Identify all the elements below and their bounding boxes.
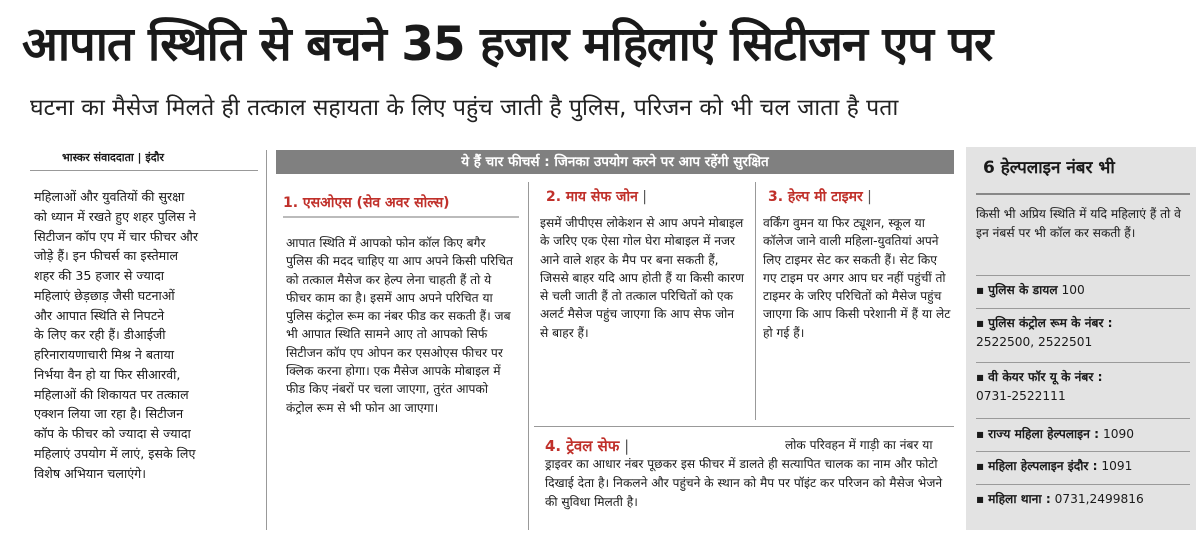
feature-2-title-text: 2. माय सेफ जोन — [546, 189, 638, 205]
helpline-separator — [976, 484, 1190, 485]
helpline-intro: किसी भी अप्रिय स्थिति में यदि महिलाएं हैं तो वे इन नंबर्स पर भी कॉल कर सकती हैं। — [976, 207, 1181, 240]
feature-1-title: 1. एसओएस (सेव अवर सोल्स) — [283, 195, 450, 211]
helpline-number: 100 — [1061, 283, 1085, 297]
byline: भास्कर संवाददाता | इंदौर — [62, 151, 164, 164]
feature-4-title-text: 4. ट्रेवल सेफ — [545, 437, 620, 455]
helpline-separator — [976, 275, 1190, 276]
feature-2-text: इसमें जीपीएस लोकेशन से आप अपने मोबाइल के जरिए एक ऐसा गोल घेरा मोबाइल में नजर आने वाले शहर के मैप पर बना सकती हैं, जिससे बाहर यदि आप होती हैं या किसी कारण से चली जाती हैं तो तत्काल परिचितों को एक अलर्ट मैसेज पहुंच जाएगा कि आप सेफ जोन से बाहर हैं। — [540, 216, 744, 340]
helpline-number: 2522500, 2522501 — [976, 334, 1093, 349]
helpline-item: ▪ महिला हेल्पलाइन इंदौर : 1091 — [976, 459, 1133, 473]
body-line: के लिए कर रही हैं। डीआईजी — [34, 327, 166, 343]
helpline-label: राज्य महिला हेल्पलाइन : — [988, 427, 1100, 441]
feature-4-title — [545, 436, 629, 456]
body-line: जोड़े हैं। इन फीचर्स का इस्तेमाल — [34, 248, 179, 264]
helpline-number: 1090 — [1102, 427, 1134, 441]
body-line: महिलाएं छेड़छाड़ जैसी घटनाओं — [34, 287, 175, 303]
body-line: महिलाओं और युवतियों की सुरक्षा — [34, 189, 185, 204]
body-line: निर्भया वैन हो या फिर सीआरवी, — [34, 366, 181, 382]
body-line: महिलाओं की शिकायत पर तत्काल — [34, 386, 189, 402]
body-line: एक्शन लिया जा रहा है। सिटीजन — [34, 406, 184, 422]
helpline-number: 0731,2499816 — [1054, 492, 1144, 506]
title-separator: | — [862, 189, 872, 205]
title-separator: | — [619, 437, 630, 455]
feature-1-rule — [283, 216, 519, 218]
subheadline: घटना का मैसेज मिलते ही तत्काल सहायता के लिए पहुंच जाती है पुलिस, परिजन को भी चल जाता है पता — [30, 95, 899, 121]
body-line: हरिनारायणाचारी मिश्र ने बताया — [34, 347, 175, 363]
feature-3-text: वर्किंग वुमन या फिर ट्यूशन, स्कूल या कॉलेज जाने वाली महिला-युवतियां अपने लिए टाइमर सेट कर सकती हैं। सेट किए गए टाइम पर अगर आप घर नहीं पहुंचीं तो टाइमर के जरिए परिचितों को मैसेज पहुंच जाएगा कि आप किसी परेशानी में हैं या लेट हो गई हैं। — [763, 216, 951, 340]
helpline-title: 6 हेल्पलाइन नंबर भी — [983, 158, 1115, 178]
feature-3-title-text: 3. हेल्प मी टाइमर — [768, 189, 863, 205]
helpline-label: वी केयर फॉर यू के नंबर : — [988, 370, 1103, 384]
feature-divider — [755, 182, 756, 420]
column-divider — [266, 150, 267, 530]
helpline-label: पुलिस के डायल — [988, 283, 1058, 297]
byline-rule — [30, 170, 258, 171]
helpline-item: ▪ महिला थाना : 0731,2499816 — [976, 492, 1144, 506]
helpline-separator — [976, 418, 1190, 419]
feature-2-title — [546, 187, 647, 206]
helpline-separator — [976, 362, 1190, 363]
helpline-item: ▪ पुलिस के डायल 100 — [976, 283, 1085, 297]
title-separator: | — [637, 189, 648, 205]
helpline-separator — [976, 308, 1190, 309]
helpline-label: महिला हेल्पलाइन इंदौर : — [988, 459, 1098, 473]
helpline-item: ▪ वी केयर फॉर यू के नंबर : 0731-2522111 — [976, 370, 1103, 403]
body-line: और आपात स्थिति से निपटने — [34, 307, 165, 323]
feature-3-title — [768, 187, 872, 206]
body-line: सिटीजन कॉप एप में चार फीचर और — [34, 228, 199, 244]
helpline-label: पुलिस कंट्रोल रूम के नंबर : — [988, 316, 1113, 330]
helpline-item: ▪ राज्य महिला हेल्पलाइन : 1090 — [976, 427, 1134, 441]
feature-4-text: लोक परिवहन में गाड़ी का नंबर या ड्राइवर का आधार नंबर पूछकर इस फीचर में डालते ही सत्यापित चालक का नाम और फोटो दिखाई देता है। निकलने और पहुंचने के स्थान को मैप पर पॉइंट कर परिजन को मैसेज भेजने की सुविधा मिलती है। — [545, 438, 943, 509]
feature-1-text: आपात स्थिति में आपको फोन कॉल किए बगैर पुलिस की मदद चाहिए या आप अपने किसी परिचित को तत्काल मैसेज कर हेल्प लेना चाहती हैं तो ये फीचर काम का है। इसमें आप अपने परिचित या पुलिस कंट्रोल रूम का नंबर फीड कर सकती हैं। जब भी आपात स्थिति सामने आए तो आपको सिर्फ सिटीजन कॉप एप ओपन कर एसओएस फीचर पर क्लिक करना होगा। एक मैसेज आपके मोबाइल में फीड किए नंबरों पर चला जाएगा, तुरंत आपको कंट्रोल रूम से भी फोन आ जाएगा। — [286, 236, 514, 415]
body-line: विशेष अभियान चलाएंगे। — [34, 465, 147, 481]
helpline-number: 1091 — [1101, 459, 1133, 473]
helpline-number: 0731-2522111 — [976, 388, 1066, 403]
feature-divider — [528, 182, 529, 530]
body-line: को ध्यान में रखते हुए शहर पुलिस ने — [34, 208, 196, 224]
body-line: कॉप के फीचर को ज्यादा से ज्यादा — [34, 426, 191, 442]
helpline-item: ▪ पुलिस कंट्रोल रूम के नंबर : 2522500, 2522501 — [976, 316, 1113, 349]
helpline-label: महिला थाना : — [988, 492, 1051, 506]
article-body — [34, 187, 258, 483]
body-line: शहर की 35 हजार से ज्यादा — [34, 268, 165, 284]
helpline-separator — [976, 451, 1190, 452]
helpline-rule — [976, 193, 1190, 195]
features-banner: ये हैं चार फीचर्स : जिनका उपयोग करने पर आप रहेंगी सुरक्षित — [276, 150, 954, 174]
headline: आपात स्थिति से बचने 35 हजार महिलाएं सिटीजन एप पर — [22, 17, 993, 72]
feature-4-rule — [534, 426, 954, 427]
body-line: महिलाएं उपयोग में लाएं, इसके लिए — [34, 445, 196, 461]
